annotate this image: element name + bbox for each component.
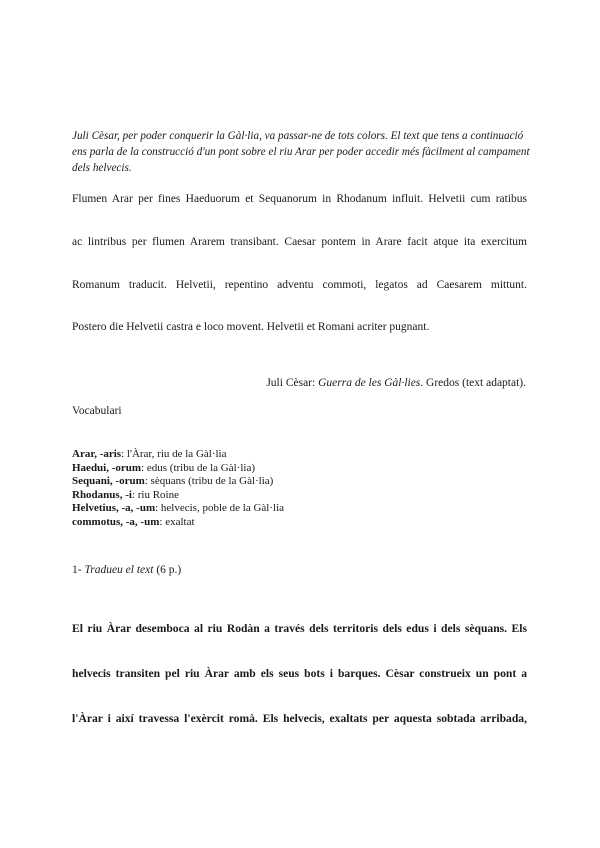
source-citation bbox=[266, 376, 526, 390]
vocabulary-definition: : riu Roine bbox=[131, 488, 179, 501]
vocabulary-heading: Vocabulari bbox=[72, 405, 122, 417]
latin-text-line: Romanum traducit. Helvetii, repentino adventu commoti, legatos ad Caesarem mittunt. bbox=[72, 279, 527, 291]
vocabulary-term: Rhodanus, -i bbox=[72, 488, 132, 501]
source-author: Juli Cèsar: bbox=[266, 377, 319, 389]
vocabulary-item bbox=[72, 502, 284, 516]
vocabulary-definition: : l'Àrar, riu de la Gàl·lia bbox=[121, 448, 227, 460]
exercise-number: 1- bbox=[72, 564, 85, 576]
vocabulary-term: Arar, -aris bbox=[72, 448, 122, 460]
exercise-prompt bbox=[72, 563, 181, 577]
vocabulary-definition: : sèquans (tribu de la Gàl·lia) bbox=[144, 475, 274, 488]
vocabulary-item bbox=[72, 475, 284, 489]
vocabulary-definition: : exaltat bbox=[159, 515, 195, 528]
vocabulary-term: Helvetius, -a, -um bbox=[72, 502, 156, 515]
vocabulary-item bbox=[72, 462, 284, 476]
intro-paragraph: Juli Cèsar, per poder conquerir la Gàl·lia, va passar-ne de tots colors. El text que tens a continuació ens parla de la construcció d'un pont sobre el riu Arar per poder accedir més fàcilment al campament dels helvecis. bbox=[72, 130, 530, 174]
exercise-points: (6 p.) bbox=[153, 564, 182, 576]
vocabulary-term: Haedui, -orum bbox=[72, 461, 142, 474]
vocabulary-definition: : helvecis, poble de la Gàl·lia bbox=[155, 502, 285, 515]
vocabulary-term: Sequani, -orum bbox=[72, 475, 145, 488]
source-publisher: . Gredos (text adaptat). bbox=[420, 377, 526, 389]
vocabulary-item bbox=[72, 448, 284, 462]
vocabulary-list bbox=[72, 448, 284, 530]
vocabulary-item bbox=[72, 516, 284, 530]
latin-text-line: ac lintribus per flumen Ararem transibant. Caesar pontem in Arare facit atque ita exercitum bbox=[72, 236, 527, 248]
vocabulary-item bbox=[72, 489, 284, 503]
answer-line: El riu Àrar desemboca al riu Rodàn a través dels territoris dels edus i dels sèquans. Els bbox=[72, 622, 527, 635]
latin-text-line: Flumen Arar per fines Haeduorum et Sequanorum in Rhodanum influit. Helvetii cum ratibus bbox=[72, 193, 527, 205]
vocabulary-definition: : edus (tribu de la Gàl·lia) bbox=[141, 461, 255, 474]
answer-line: helvecis transiten pel riu Àrar amb els seus bots i barques. Cèsar construeix un pont a bbox=[72, 667, 527, 680]
exercise-instruction: Tradueu el text bbox=[84, 564, 154, 576]
source-work-title: Guerra de les Gàl·lies bbox=[318, 377, 421, 389]
latin-text-line: Postero die Helvetii castra e loco movent. Helvetii et Romani acriter pugnant. bbox=[72, 321, 430, 333]
answer-line: l'Àrar i així travessa l'exèrcit romà. Els helvecis, exaltats per aquesta sobtada arribada, bbox=[72, 712, 527, 725]
vocabulary-term: commotus, -a, -um bbox=[72, 515, 160, 528]
